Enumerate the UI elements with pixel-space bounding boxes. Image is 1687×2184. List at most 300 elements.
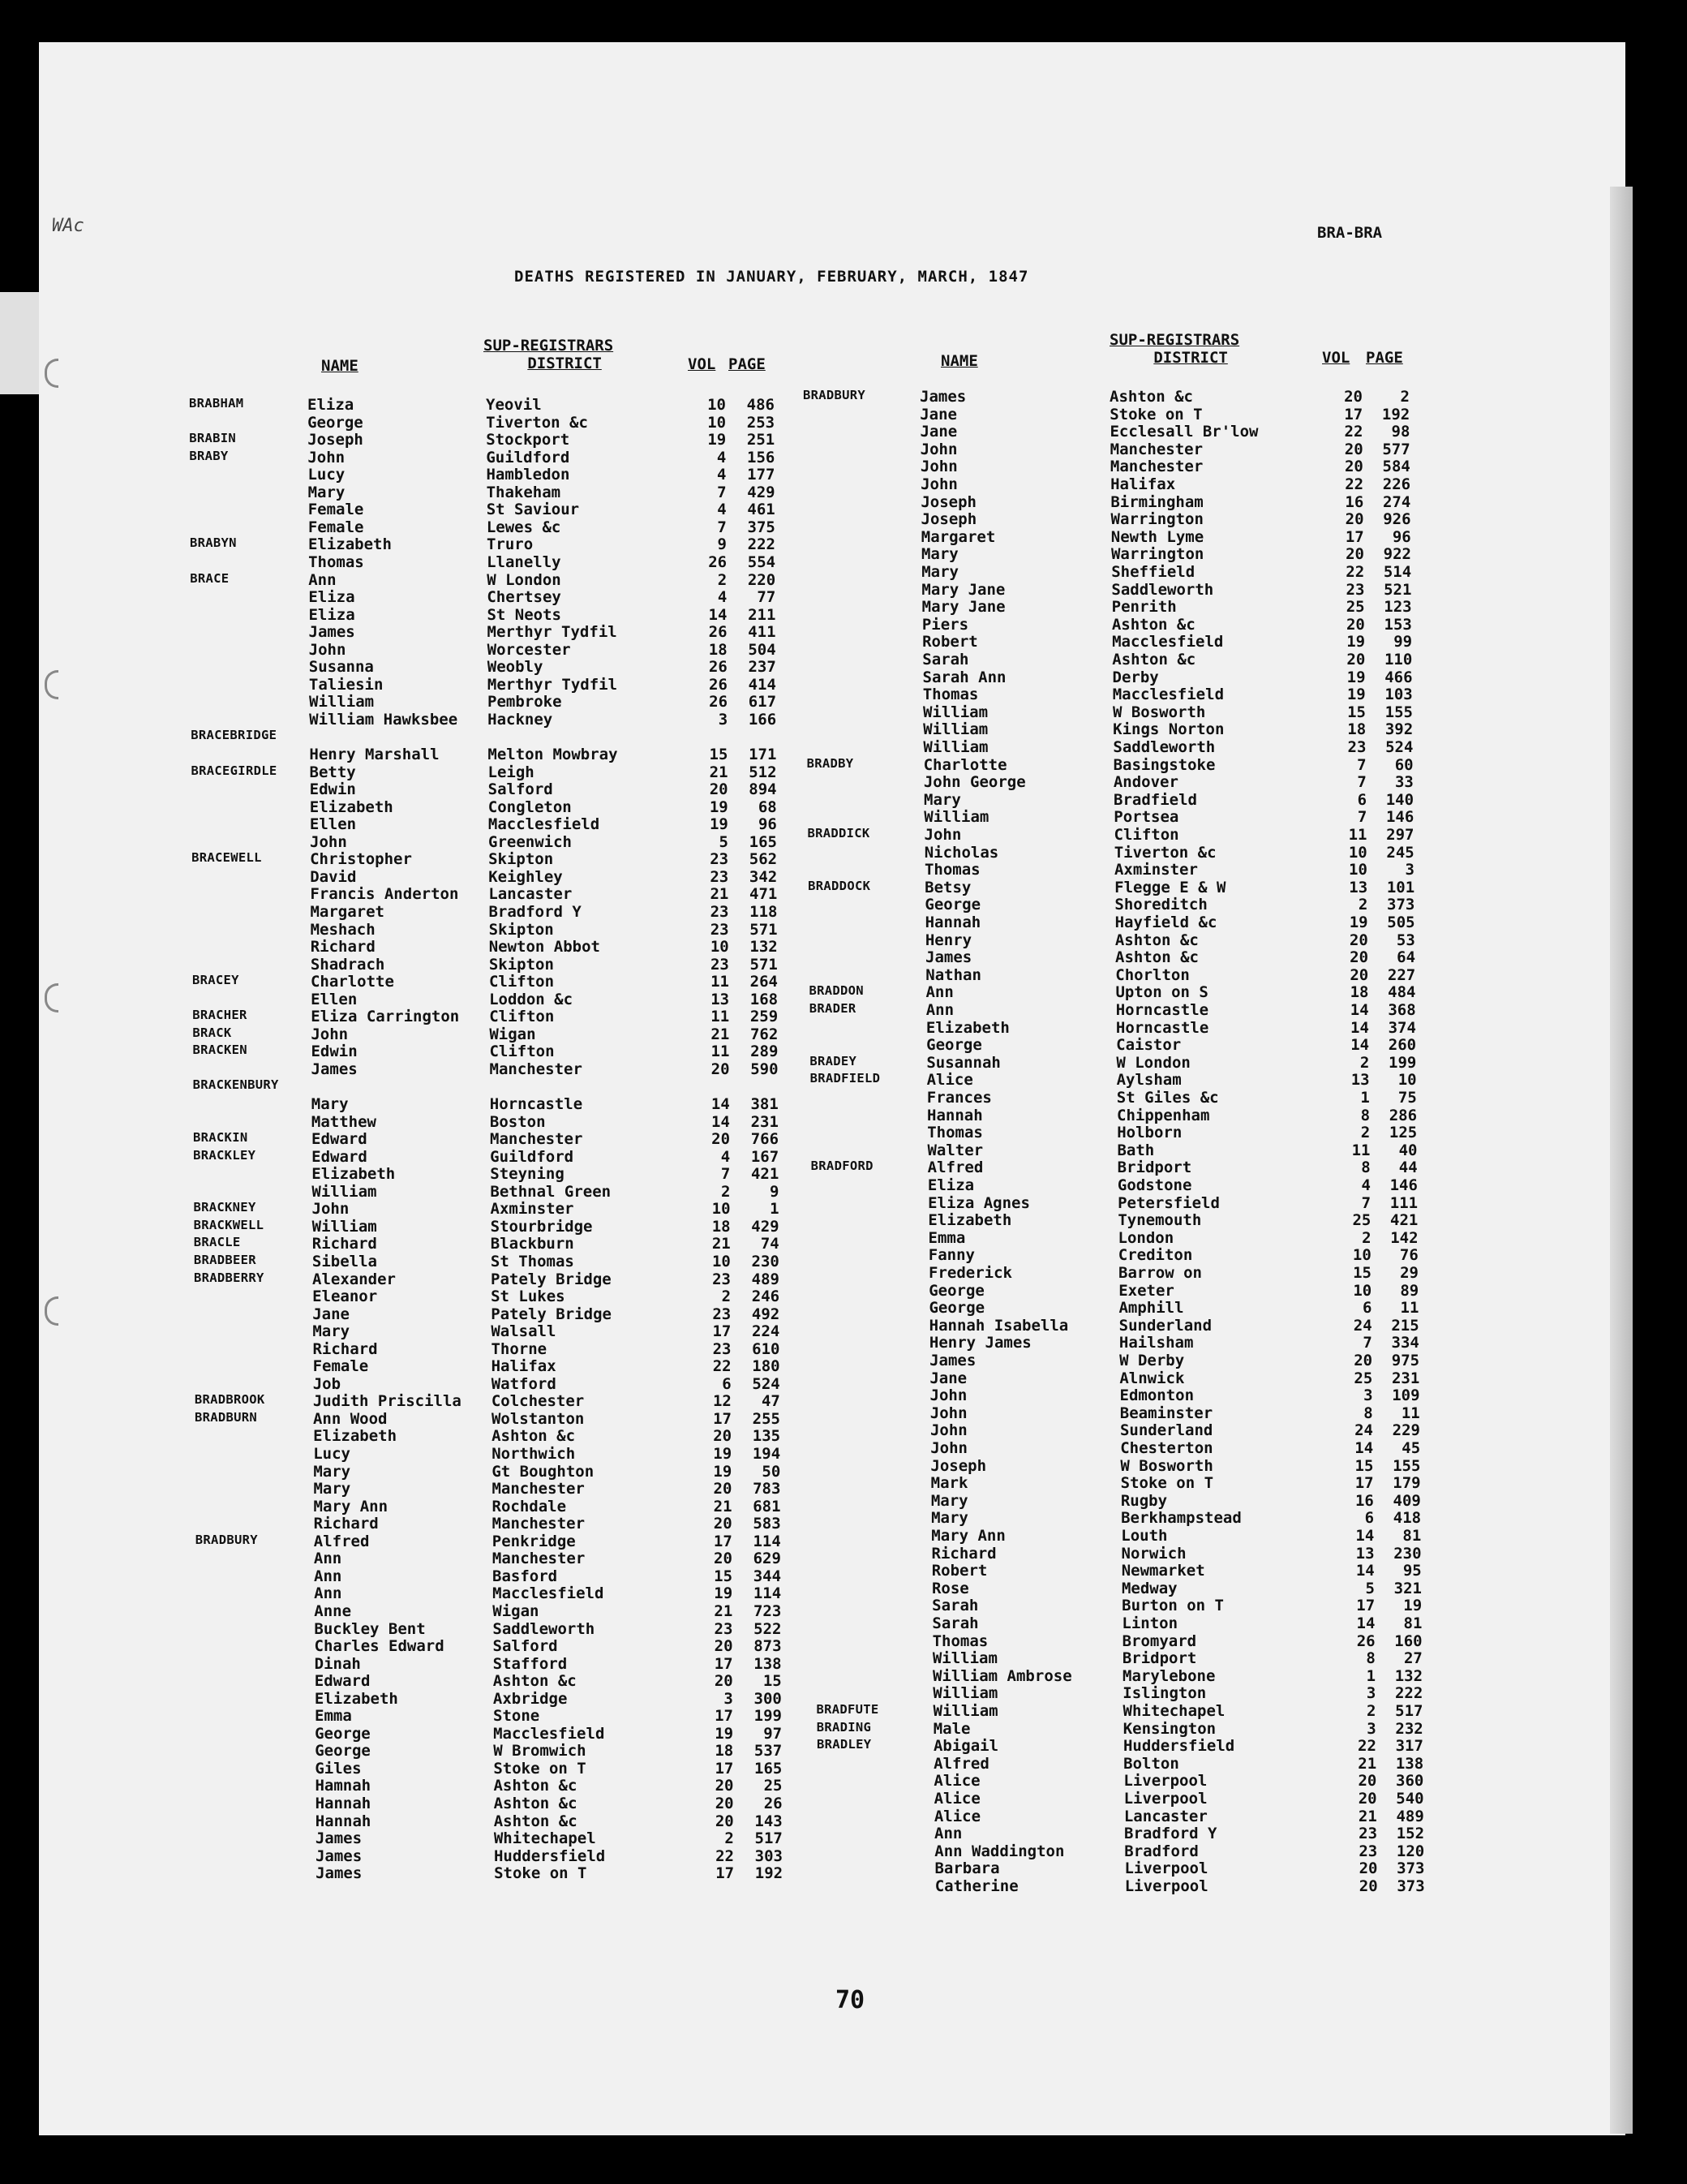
- entry-district: Newth Lyme: [1110, 527, 1204, 546]
- entry-page-ref: 97: [763, 1724, 783, 1743]
- entry-volume: 2: [717, 570, 728, 589]
- entry-forename: Mary: [313, 1462, 351, 1481]
- entry-district: Lancaster: [488, 885, 573, 904]
- entry-volume: 25: [1352, 1211, 1371, 1230]
- entry-volume: 20: [1358, 1772, 1377, 1791]
- entry-volume: 18: [715, 1742, 734, 1761]
- entry-page-ref: 571: [749, 920, 778, 939]
- entry-district: Beaminster: [1119, 1404, 1213, 1422]
- entry-volume: 13: [710, 990, 730, 1008]
- entry-volume: 10: [1348, 843, 1367, 862]
- entry-forename: William: [922, 703, 989, 721]
- entry-district: Warrington: [1110, 545, 1204, 564]
- entry-volume: 23: [710, 850, 729, 869]
- entry-forename: George: [315, 1742, 371, 1761]
- entry-district: Macclesfield: [1112, 633, 1224, 651]
- entry-forename: William: [932, 1649, 998, 1668]
- entry-forename: Shadrach: [310, 955, 385, 974]
- entry-district: Melton Mowbray: [487, 746, 618, 763]
- entry-volume: 23: [712, 1305, 732, 1323]
- entry-forename: Elizabeth: [925, 1018, 1010, 1037]
- entry-page-ref: 232: [1395, 1719, 1423, 1738]
- entry-district: Lewes &c: [486, 518, 561, 536]
- entry-forename: George: [929, 1299, 985, 1318]
- entry-district: Macclesfield: [1112, 686, 1225, 704]
- entry-volume: 23: [710, 920, 729, 939]
- entry-volume: 22: [1358, 1737, 1376, 1756]
- entry-forename: Dinah: [314, 1654, 361, 1673]
- entry-district: Salford: [487, 780, 553, 799]
- entry-page-ref: 25: [763, 1777, 783, 1795]
- entry-forename: Francis Anderton: [310, 885, 459, 904]
- entry-volume: 21: [713, 1497, 732, 1515]
- entry-page-ref: 360: [1396, 1772, 1424, 1791]
- entry-surname: BRADDON: [809, 983, 864, 999]
- entry-page-ref: 504: [748, 640, 776, 659]
- entry-page-ref: 177: [747, 466, 775, 484]
- entry-volume: 20: [1346, 545, 1364, 564]
- entry-forename: Alfred: [313, 1532, 370, 1550]
- entry-forename: Alice: [926, 1071, 973, 1090]
- entry-forename: Eliza Agnes: [928, 1193, 1030, 1212]
- entry-district: Hailsham: [1118, 1334, 1194, 1352]
- entry-volume: 3: [723, 1689, 733, 1708]
- entry-forename: James: [311, 1060, 358, 1078]
- entry-page-ref: 50: [762, 1462, 781, 1481]
- entry-volume: 17: [713, 1532, 732, 1550]
- entry-page-ref: 19: [1403, 1597, 1423, 1615]
- entry-forename: Ann: [314, 1567, 342, 1585]
- page-title: DEATHS REGISTERED IN JANUARY, FEBRUARY, MARCH, 1847: [514, 268, 1029, 286]
- entry-page-ref: 429: [751, 1217, 779, 1236]
- entry-forename: Walter: [927, 1141, 984, 1159]
- entry-district: Steyning: [490, 1165, 564, 1184]
- entry-volume: 20: [1346, 615, 1365, 634]
- entry-district: Tiverton &c: [486, 413, 588, 432]
- entry-forename: Thomas: [924, 861, 981, 879]
- entry-volume: 14: [1355, 1562, 1375, 1580]
- entry-volume: 23: [710, 955, 729, 974]
- entry-page-ref: 194: [752, 1445, 781, 1463]
- entry-district: Macclesfield: [492, 1584, 604, 1603]
- entry-forename: William: [311, 1217, 377, 1236]
- entry-page-ref: 590: [750, 1060, 779, 1078]
- entry-district: Axbridge: [492, 1689, 568, 1708]
- entry-volume: 10: [711, 1200, 731, 1219]
- entry-volume: 19: [1346, 686, 1366, 704]
- entry-district: Caistor: [1116, 1036, 1182, 1055]
- entry-district: Skipton: [488, 920, 554, 939]
- entry-district: Clifton: [488, 973, 555, 991]
- entry-volume: 18: [1347, 720, 1367, 739]
- entry-forename: James: [308, 623, 355, 642]
- entry-forename: Edward: [311, 1130, 367, 1149]
- entry-page-ref: 45: [1402, 1439, 1421, 1457]
- entry-volume: 23: [1346, 580, 1365, 599]
- entry-page-ref: 77: [757, 588, 776, 607]
- entry-volume: 20: [714, 1637, 733, 1656]
- entry-surname: BRADFIELD: [809, 1071, 881, 1086]
- entry-district: Truro: [486, 535, 534, 554]
- entry-volume: 9: [717, 535, 727, 554]
- entry-surname: BRADBROOK: [194, 1392, 265, 1408]
- entry-district: Halifax: [1110, 475, 1176, 493]
- entry-forename: William Ambrose: [933, 1666, 1072, 1685]
- entry-page-ref: 146: [1385, 808, 1414, 827]
- entry-district: Leigh: [487, 763, 534, 781]
- entry-district: Thorne: [491, 1339, 547, 1358]
- entry-volume: 19: [715, 1724, 734, 1743]
- entry-volume: 20: [1344, 458, 1363, 476]
- entry-forename: Ellen: [311, 990, 358, 1008]
- entry-forename: Taliesin: [308, 675, 384, 694]
- entry-volume: 23: [712, 1270, 731, 1288]
- entry-forename: Mary: [312, 1322, 350, 1341]
- entry-district: Liverpool: [1124, 1877, 1208, 1895]
- entry-forename: Susanna: [308, 658, 374, 677]
- entry-volume: 8: [1366, 1649, 1376, 1668]
- entry-volume: 6: [1362, 1299, 1372, 1318]
- entry-district: Penrith: [1111, 598, 1177, 617]
- entry-district: Saddleworth: [492, 1619, 595, 1638]
- entry-forename: Richard: [311, 1235, 377, 1253]
- entry-forename: Rose: [931, 1579, 969, 1597]
- entry-page-ref: 138: [1395, 1754, 1424, 1773]
- entry-page-ref: 222: [1394, 1684, 1423, 1703]
- entry-district: Medway: [1121, 1579, 1178, 1597]
- entry-district: Bradford Y: [488, 902, 582, 921]
- entry-forename: Hannah: [927, 1106, 983, 1124]
- entry-page-ref: 140: [1385, 790, 1414, 809]
- entry-page-ref: 368: [1388, 1001, 1416, 1019]
- entry-district: Clifton: [489, 1008, 555, 1026]
- entry-volume: 2: [1362, 1228, 1371, 1247]
- entry-district: Bradford Y: [1124, 1825, 1217, 1843]
- entry-forename: Mary Jane: [921, 598, 1006, 617]
- entry-page-ref: 165: [749, 832, 777, 851]
- entry-page-ref: 224: [752, 1322, 780, 1341]
- entry-district: Stone: [493, 1707, 540, 1726]
- entry-page-ref: 524: [1385, 738, 1414, 756]
- entry-district: Stoke on T: [1110, 405, 1203, 423]
- entry-page-ref: 264: [749, 973, 778, 991]
- entry-volume: 10: [1352, 1246, 1371, 1265]
- entry-volume: 20: [1359, 1859, 1378, 1878]
- entry-page-ref: 418: [1393, 1509, 1422, 1528]
- entry-surname: BRABYN: [189, 535, 237, 551]
- entry-page-ref: 489: [1396, 1807, 1424, 1825]
- entry-forename: Giles: [315, 1759, 362, 1778]
- entry-district: Crediton: [1118, 1246, 1193, 1265]
- entry-district: St Lukes: [491, 1288, 565, 1306]
- entry-volume: 17: [1356, 1597, 1376, 1615]
- entry-volume: 15: [1354, 1456, 1374, 1475]
- entry-district: Saddleworth: [1113, 738, 1216, 756]
- entry-district: Godstone: [1117, 1176, 1192, 1194]
- entry-district: Thakeham: [486, 483, 561, 501]
- entry-page-ref: 53: [1396, 931, 1415, 949]
- entry-district: Stafford: [492, 1654, 568, 1673]
- entry-district: Newton Abbot: [488, 938, 600, 957]
- entry-forename: Elizabeth: [313, 1427, 397, 1446]
- entry-page-ref: 373: [1387, 896, 1415, 914]
- entry-volume: 22: [1345, 475, 1364, 493]
- entry-forename: Joseph: [921, 492, 977, 511]
- entry-forename: John: [311, 1200, 350, 1219]
- entry-page-ref: 629: [753, 1550, 781, 1568]
- entry-forename: John: [310, 832, 347, 851]
- entry-volume: 16: [1345, 492, 1364, 511]
- entry-forename: Ann Wood: [312, 1409, 388, 1428]
- entry-volume: 23: [714, 1619, 733, 1638]
- entry-page-ref: 199: [1389, 1053, 1417, 1072]
- entry-forename: Thomas: [308, 552, 364, 571]
- entry-page-ref: 15: [762, 1672, 782, 1691]
- entry-surname: BRACKLEY: [193, 1147, 256, 1163]
- entry-district: Llanelly: [487, 552, 561, 571]
- entry-volume: 20: [714, 1550, 732, 1568]
- entry-volume: 4: [716, 448, 727, 466]
- entry-page-ref: 27: [1403, 1649, 1423, 1668]
- entry-page-ref: 317: [1395, 1737, 1423, 1756]
- entry-forename: Mary: [307, 483, 346, 501]
- entry-page-ref: 521: [1384, 580, 1412, 599]
- entry-page-ref: 143: [754, 1812, 783, 1830]
- entry-page-ref: 411: [748, 623, 776, 642]
- entry-forename: Sarah: [932, 1597, 979, 1615]
- entry-volume: 2: [720, 1182, 731, 1201]
- entry-volume: 17: [712, 1322, 732, 1341]
- entry-district: Bath: [1117, 1141, 1155, 1159]
- entry-district: Holborn: [1117, 1124, 1183, 1142]
- entry-page-ref: 409: [1393, 1491, 1421, 1510]
- entry-forename: Mark: [930, 1474, 968, 1493]
- entry-forename: Henry: [925, 931, 972, 949]
- entry-district: Saddleworth: [1111, 580, 1214, 599]
- entry-volume: 20: [1350, 948, 1369, 967]
- entry-page-ref: 540: [1396, 1790, 1424, 1808]
- entry-page-ref: 514: [1383, 563, 1412, 581]
- entry-volume: 17: [1354, 1474, 1374, 1493]
- entry-volume: 25: [1354, 1369, 1373, 1387]
- entry-forename: Barbara: [934, 1859, 1000, 1878]
- entry-forename: Richard: [312, 1339, 378, 1358]
- entry-page-ref: 40: [1398, 1141, 1418, 1159]
- entry-district: Ashton &c: [1110, 388, 1193, 406]
- entry-forename: Ann: [313, 1550, 342, 1568]
- entry-district: St Thomas: [490, 1252, 574, 1270]
- entry-forename: John George: [923, 773, 1026, 792]
- entry-district: Bridport: [1122, 1649, 1197, 1668]
- entry-page-ref: 554: [747, 552, 776, 571]
- entry-forename: David: [310, 867, 357, 886]
- entry-surname: BRADBEER: [193, 1252, 256, 1267]
- entry-forename: Charlotte: [923, 755, 1007, 774]
- entry-district: St Neots: [487, 605, 561, 624]
- entry-district: Norwich: [1121, 1544, 1187, 1563]
- entry-district: Clifton: [489, 1043, 555, 1061]
- entry-page-ref: 260: [1388, 1036, 1417, 1055]
- entry-forename: James: [315, 1829, 363, 1848]
- entry-volume: 19: [713, 1462, 732, 1481]
- entry-forename: Hannah: [315, 1795, 371, 1812]
- entry-district: Ashton &c: [1114, 931, 1199, 949]
- entry-volume: 5: [1365, 1579, 1375, 1597]
- entry-forename: Jane: [920, 423, 958, 441]
- entry-volume: 20: [715, 1795, 734, 1812]
- entry-forename: Hannah: [925, 914, 981, 931]
- entry-page-ref: 486: [746, 396, 775, 414]
- entry-district: Hayfield &c: [1114, 914, 1217, 931]
- entry-volume: 10: [711, 1252, 731, 1270]
- entry-page-ref: 489: [751, 1270, 779, 1288]
- entry-volume: 21: [709, 763, 728, 781]
- entry-page-ref: 192: [754, 1864, 783, 1883]
- entry-forename: Thomas: [922, 686, 979, 704]
- entry-page-ref: 873: [753, 1637, 782, 1656]
- entry-district: Portsea: [1114, 808, 1179, 827]
- entry-forename: Frances: [926, 1089, 992, 1107]
- scanner-edge: [0, 292, 39, 394]
- entry-forename: Ann: [314, 1584, 342, 1603]
- entry-surname: BRABIN: [189, 431, 237, 446]
- entry-forename: Margaret: [921, 527, 996, 546]
- entry-district: St Giles &c: [1116, 1089, 1219, 1107]
- entry-district: W London: [1116, 1053, 1191, 1072]
- entry-forename: Sarah: [932, 1614, 979, 1632]
- entry-forename: Christopher: [310, 850, 412, 869]
- entry-district: W London: [487, 570, 561, 589]
- entry-district: Halifax: [491, 1357, 556, 1376]
- entry-district: Manchester: [492, 1550, 586, 1568]
- entry-forename: Jane: [929, 1369, 968, 1387]
- entry-district: Watford: [491, 1374, 556, 1393]
- entry-page-ref: 584: [1382, 458, 1410, 476]
- entry-forename: Male: [933, 1719, 971, 1738]
- entry-district: Worcester: [487, 640, 571, 659]
- entry-surname: BRACK: [192, 1025, 232, 1040]
- entry-volume: 10: [1353, 1281, 1372, 1300]
- entry-surname: BRADBURY: [803, 388, 866, 402]
- entry-volume: 22: [712, 1357, 732, 1376]
- entry-district: W Bosworth: [1112, 703, 1206, 721]
- entry-volume: 2: [1359, 1053, 1370, 1072]
- entry-page-ref: 274: [1382, 492, 1411, 511]
- entry-page-ref: 114: [753, 1532, 781, 1550]
- entry-district: Salford: [492, 1637, 558, 1656]
- entry-volume: 19: [713, 1445, 732, 1463]
- entry-forename: James: [920, 388, 967, 406]
- entry-volume: 20: [713, 1515, 732, 1533]
- entry-surname: BRACKNEY: [193, 1200, 256, 1215]
- entry-volume: 12: [712, 1392, 732, 1411]
- page-fold-edge: [1610, 187, 1633, 2134]
- entry-forename: Elizabeth: [307, 535, 392, 554]
- entry-district: Walsall: [491, 1322, 556, 1341]
- entry-volume: 3: [1367, 1719, 1376, 1738]
- entry-district: W Bromwich: [493, 1742, 586, 1761]
- entry-page-ref: 471: [749, 885, 778, 904]
- entry-district: Pately Bridge: [491, 1270, 612, 1288]
- entry-page-ref: 135: [752, 1427, 781, 1446]
- entry-page-ref: 286: [1389, 1106, 1418, 1124]
- entry-page-ref: 89: [1400, 1281, 1419, 1300]
- entry-page-ref: 60: [1394, 755, 1414, 774]
- entry-volume: 20: [1349, 931, 1368, 949]
- entry-page-ref: 166: [748, 710, 777, 729]
- entry-forename: Joseph: [930, 1456, 987, 1475]
- entry-surname: BRADBURY: [195, 1532, 258, 1547]
- entry-volume: 2: [1360, 1124, 1371, 1142]
- entry-volume: 11: [710, 1043, 730, 1061]
- entry-district: Kensington: [1123, 1719, 1217, 1738]
- entry-volume: 20: [1350, 965, 1369, 984]
- header-vol-left: VOL: [688, 355, 716, 373]
- entry-page-ref: 681: [753, 1497, 781, 1515]
- entry-page-ref: 156: [747, 448, 775, 466]
- entry-district: Manchester: [492, 1515, 586, 1533]
- entry-forename: Charlotte: [310, 973, 394, 991]
- entry-district: Loddon &c: [489, 990, 573, 1008]
- entry-forename: Mary Jane: [921, 580, 1006, 599]
- entry-page-ref: 165: [754, 1759, 783, 1778]
- entry-volume: 6: [722, 1374, 732, 1393]
- entry-volume: 6: [1364, 1509, 1375, 1528]
- entry-volume: 7: [717, 518, 727, 536]
- entry-district: Huddersfield: [1123, 1737, 1235, 1756]
- header-name-left: NAME: [321, 357, 358, 375]
- entry-forename: Eliza Carrington: [311, 1008, 460, 1026]
- entry-district: Horncastle: [1115, 1001, 1209, 1019]
- entry-volume: 20: [1359, 1877, 1378, 1895]
- entry-page-ref: 922: [1383, 545, 1411, 564]
- entry-district: Merthyr Tydfil: [487, 623, 617, 642]
- entry-surname: BRADBURN: [194, 1409, 258, 1425]
- entry-page-ref: 168: [749, 990, 779, 1008]
- entry-page-ref: 461: [747, 501, 775, 519]
- entry-volume: 20: [714, 1672, 733, 1691]
- entry-district: Ecclesall Br'low: [1110, 423, 1259, 441]
- entry-district: Derby: [1112, 668, 1159, 686]
- entry-page-ref: 111: [1389, 1193, 1419, 1212]
- entry-page-ref: 132: [749, 938, 778, 957]
- entry-forename: Catherine: [934, 1877, 1019, 1895]
- entry-page-ref: 414: [748, 675, 776, 694]
- entry-district: Yeovil: [486, 396, 542, 414]
- entry-forename: Henry James: [929, 1334, 1032, 1352]
- entry-page-ref: 211: [748, 605, 776, 624]
- entry-volume: 8: [1363, 1404, 1373, 1422]
- entry-page-ref: 76: [1399, 1246, 1419, 1265]
- entry-surname: BRACEGIRDLE: [191, 763, 277, 778]
- entry-page-ref: 75: [1397, 1089, 1417, 1107]
- entry-volume: 14: [1354, 1439, 1374, 1457]
- entry-district: Marylebone: [1123, 1666, 1216, 1685]
- entry-district: Sunderland: [1118, 1316, 1213, 1335]
- entry-volume: 10: [707, 396, 726, 414]
- entry-forename: Emma: [928, 1228, 966, 1247]
- entry-forename: Ellen: [309, 815, 357, 834]
- entry-volume: 2: [1358, 896, 1368, 914]
- entry-district: Wolstanton: [491, 1409, 585, 1428]
- entry-forename: Female: [312, 1357, 369, 1376]
- entry-district: Bethnal Green: [490, 1182, 612, 1201]
- entry-forename: Thomas: [932, 1632, 989, 1650]
- entry-volume: 7: [717, 483, 727, 501]
- entry-volume: 19: [709, 798, 728, 816]
- entry-forename: Elizabeth: [314, 1689, 398, 1708]
- entry-page-ref: 118: [749, 902, 778, 921]
